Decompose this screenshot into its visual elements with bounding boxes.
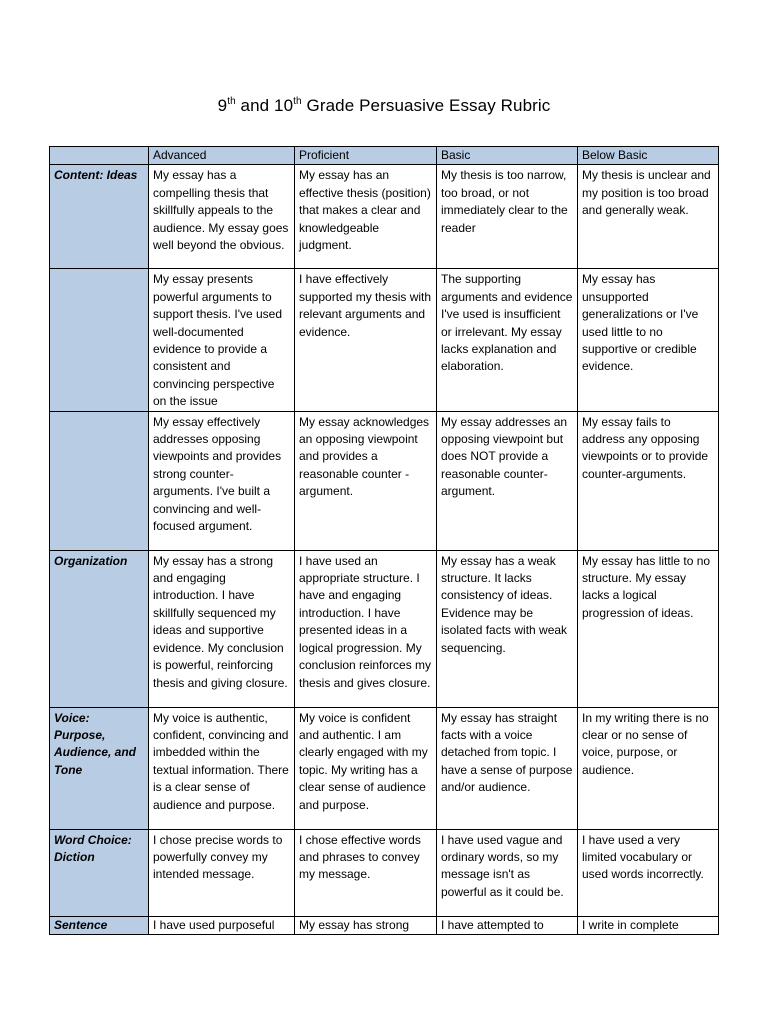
table-row (50, 829, 719, 916)
table-row (50, 916, 719, 934)
table-cell: I have used vague and ordinary words, so my message isn't as powerful as it could be. (437, 829, 578, 916)
header-cell-blank (50, 147, 149, 165)
table-cell: In my writing there is no clear or no sense of voice, purpose, or audience. (578, 707, 719, 829)
table-cell: My essay has a compelling thesis that skillfully appeals to the audience. My essay goes well beyond the obvious. (149, 165, 295, 269)
header-cell-proficient: Proficient (295, 147, 437, 165)
table-cell: I write in complete (578, 916, 719, 934)
table-cell: My essay presents powerful arguments to support thesis. I've used well-documented evidence to provide a consistent and convincing perspective on the issue (149, 269, 295, 411)
table-cell: My essay has strong (295, 916, 437, 934)
table-cell: I have used purposeful (149, 916, 295, 934)
rubric-table (49, 146, 719, 935)
table-cell: My essay effectively addresses opposing viewpoints and provides strong counter-arguments. I've built a convincing and well-focused argument. (149, 411, 295, 550)
table-row (50, 707, 719, 829)
table-cell: My essay fails to address any opposing viewpoints or to provide counter-arguments. (578, 411, 719, 550)
row-category (50, 269, 149, 411)
table-cell: My essay addresses an opposing viewpoint but does NOT provide a reasonable counter-argument. (437, 411, 578, 550)
header-cell-below-basic: Below Basic (578, 147, 719, 165)
row-category: Word Choice: Diction (50, 829, 149, 916)
table-cell: My essay acknowledges an opposing viewpoint and provides a reasonable counter -argument. (295, 411, 437, 550)
table-cell: I have used a very limited vocabulary or used words incorrectly. (578, 829, 719, 916)
row-category: Organization (50, 550, 149, 707)
table-cell: My thesis is unclear and my position is too broad and generally weak. (578, 165, 719, 269)
table-cell: My essay has unsupported generalizations or I've used little to no supportive or credible evidence. (578, 269, 719, 411)
table-cell: I have used an appropriate structure. I have and engaging introduction. I have presented ideas in a logical progression. My conclusion reinforces my thesis and gives closure. (295, 550, 437, 707)
row-category: Voice: Purpose, Audience, and Tone (50, 707, 149, 829)
table-cell: My essay has a strong and engaging introduction. I have skillfully sequenced my ideas and supportive evidence. My conclusion is powerful, reinforcing thesis and giving closure. (149, 550, 295, 707)
row-category (50, 411, 149, 550)
table-row (50, 550, 719, 707)
header-cell-advanced: Advanced (149, 147, 295, 165)
table-cell: My essay has an effective thesis (position) that makes a clear and knowledgeable judgment. (295, 165, 437, 269)
row-category: Content: Ideas (50, 165, 149, 269)
table-row (50, 269, 719, 411)
table-cell: I chose precise words to powerfully convey my intended message. (149, 829, 295, 916)
table-row (50, 165, 719, 269)
table-cell: My thesis is too narrow, too broad, or not immediately clear to the reader (437, 165, 578, 269)
row-category: Sentence (50, 916, 149, 934)
table-cell: The supporting arguments and evidence I've used is insufficient or irrelevant. My essay lacks explanation and elaboration. (437, 269, 578, 411)
page-title: 9th and 10th Grade Persuasive Essay Rubric (217, 96, 551, 115)
table-cell: I chose effective words and phrases to convey my message. (295, 829, 437, 916)
header-cell-basic: Basic (437, 147, 578, 165)
table-row (50, 411, 719, 550)
table-cell: My voice is confident and authentic. I am clearly engaged with my topic. My writing has a clear sense of audience and purpose. (295, 707, 437, 829)
header-row (50, 147, 719, 165)
table-cell: I have attempted to (437, 916, 578, 934)
table-cell: I have effectively supported my thesis with relevant arguments and evidence. (295, 269, 437, 411)
table-cell: My essay has a weak structure. It lacks consistency of ideas. Evidence may be isolated facts with weak sequencing. (437, 550, 578, 707)
table-cell: My essay has little to no structure. My essay lacks a logical progression of ideas. (578, 550, 719, 707)
table-cell: My voice is authentic, confident, convincing and imbedded within the textual information. There is a clear sense of audience and purpose. (149, 707, 295, 829)
table-cell: My essay has straight facts with a voice detached from topic. I have a sense of purpose and/or audience. (437, 707, 578, 829)
